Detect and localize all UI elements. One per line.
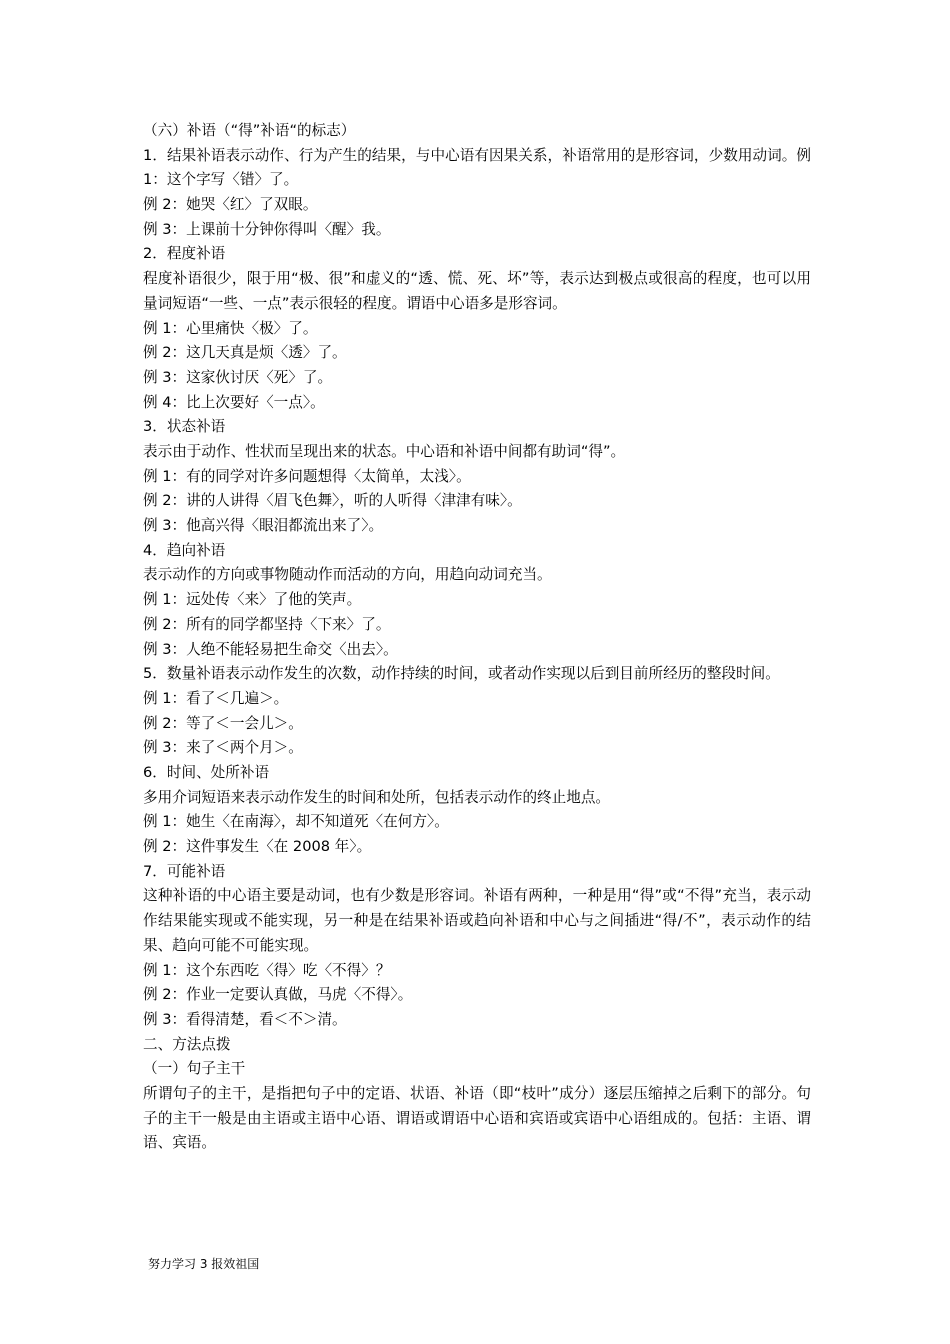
text-line: 例 3：上课前十分钟你得叫〈醒〉我。	[143, 220, 391, 238]
text-paragraph: 1．结果补语表示动作、行为产生的结果，与中心语有因果关系，补语常用的是形容词，少数用动词。例 1：这个字写〈错〉了。	[143, 146, 811, 189]
text-line: 3．状态补语	[143, 418, 226, 436]
text-line: 例 2：所有的同学都坚持〈下来〉了。	[143, 615, 391, 633]
text-line: 例 3：他高兴得〈眼泪都流出来了〉。	[143, 517, 384, 535]
text-line: 二、方法点拨	[143, 1035, 231, 1053]
text-line: 例 1：有的同学对许多问题想得〈太简单，太浅〉。	[143, 467, 471, 485]
text-line: 例 2：等了＜一会儿＞。	[143, 714, 303, 732]
text-line: 6．时间、处所补语	[143, 763, 270, 781]
text-line: 表示由于动作、性状而呈现出来的状态。中心语和补语中间都有助词“得”。	[143, 443, 626, 460]
text-line: （一）句子主干	[143, 1060, 246, 1078]
text-paragraph: 这种补语的中心语主要是动词，也有少数是形容词。补语有两种，一种是用“得”或“不得”充当，表示动作结果能实现或不能实现，另一种是在结果补语或趋向补语和中心与之间插进“得/不”，表示动作的结果、趋向可能不可能实现。	[143, 887, 811, 954]
text-line: 例 2：作业一定要认真做，马虎〈不得〉。	[143, 986, 413, 1004]
text-line: 例 3：这家伙讨厌〈死〉了。	[143, 368, 333, 386]
text-line: 例 2：这几天真是烦〈透〉了。	[143, 344, 347, 362]
text-line: 例 1：远处传〈来〉了他的笑声。	[143, 591, 362, 609]
document-body	[143, 119, 811, 1156]
text-line: 例 3：看得清楚，看＜不＞清。	[143, 1010, 347, 1028]
text-line: 例 4：比上次要好〈一点〉。	[143, 393, 325, 411]
text-line: 例 3：来了＜两个月＞。	[143, 739, 303, 757]
text-line: 4．趋向补语	[143, 541, 226, 559]
text-line: 多用介词短语来表示动作发生的时间和处所，包括表示动作的终止地点。	[143, 788, 611, 806]
text-paragraph: 所谓句子的主干，是指把句子中的定语、状语、补语（即“枝叶”成分）逐层压缩掉之后剩下的部分。句子的主干一般是由主语或主语中心语、谓语或谓语中心语和宾语或宾语中心语组成的。包括：主语、谓语、宾语。	[143, 1084, 811, 1152]
text-line: 2．程度补语	[143, 245, 226, 263]
text-line: 例 1：看了＜几遍＞。	[143, 689, 289, 707]
text-line: 例 2：讲的人讲得〈眉飞色舞〉，听的人听得〈津津有味〉。	[143, 492, 522, 510]
text-line: 例 2：她哭〈红〉了双眼。	[143, 196, 318, 214]
text-line: 例 1：这个东西吃〈得〉吃〈不得〉？	[143, 961, 391, 979]
text-line: 7．可能补语	[143, 862, 226, 880]
text-line: 例 1：心里痛快〈极〉了。	[143, 319, 318, 337]
text-line: （六）补语（“得”补语“的标志）	[143, 122, 356, 139]
text-paragraph: 5．数量补语表示动作发生的次数，动作持续的时间，或者动作实现以后到目前所经历的整段时间。	[143, 665, 780, 683]
text-line: 例 3：人绝不能轻易把生命交〈出去〉。	[143, 640, 398, 658]
text-line: 表示动作的方向或事物随动作而活动的方向，用趋向动词充当。	[143, 566, 552, 584]
page-footer: 努力学习 3 报效祖国	[148, 1257, 260, 1271]
text-paragraph: 程度补语很少，限于用“极、很”和虚义的“透、慌、死、坏”等，表示达到极点或很高的程度，也可以用量词短语“一些、一点”表示很轻的程度。谓语中心语多是形容词。	[143, 270, 811, 312]
text-line: 例 1：她生〈在南海〉，却不知道死〈在何方〉。	[143, 813, 449, 831]
text-line: 例 2：这件事发生〈在 2008 年〉。	[143, 838, 372, 856]
